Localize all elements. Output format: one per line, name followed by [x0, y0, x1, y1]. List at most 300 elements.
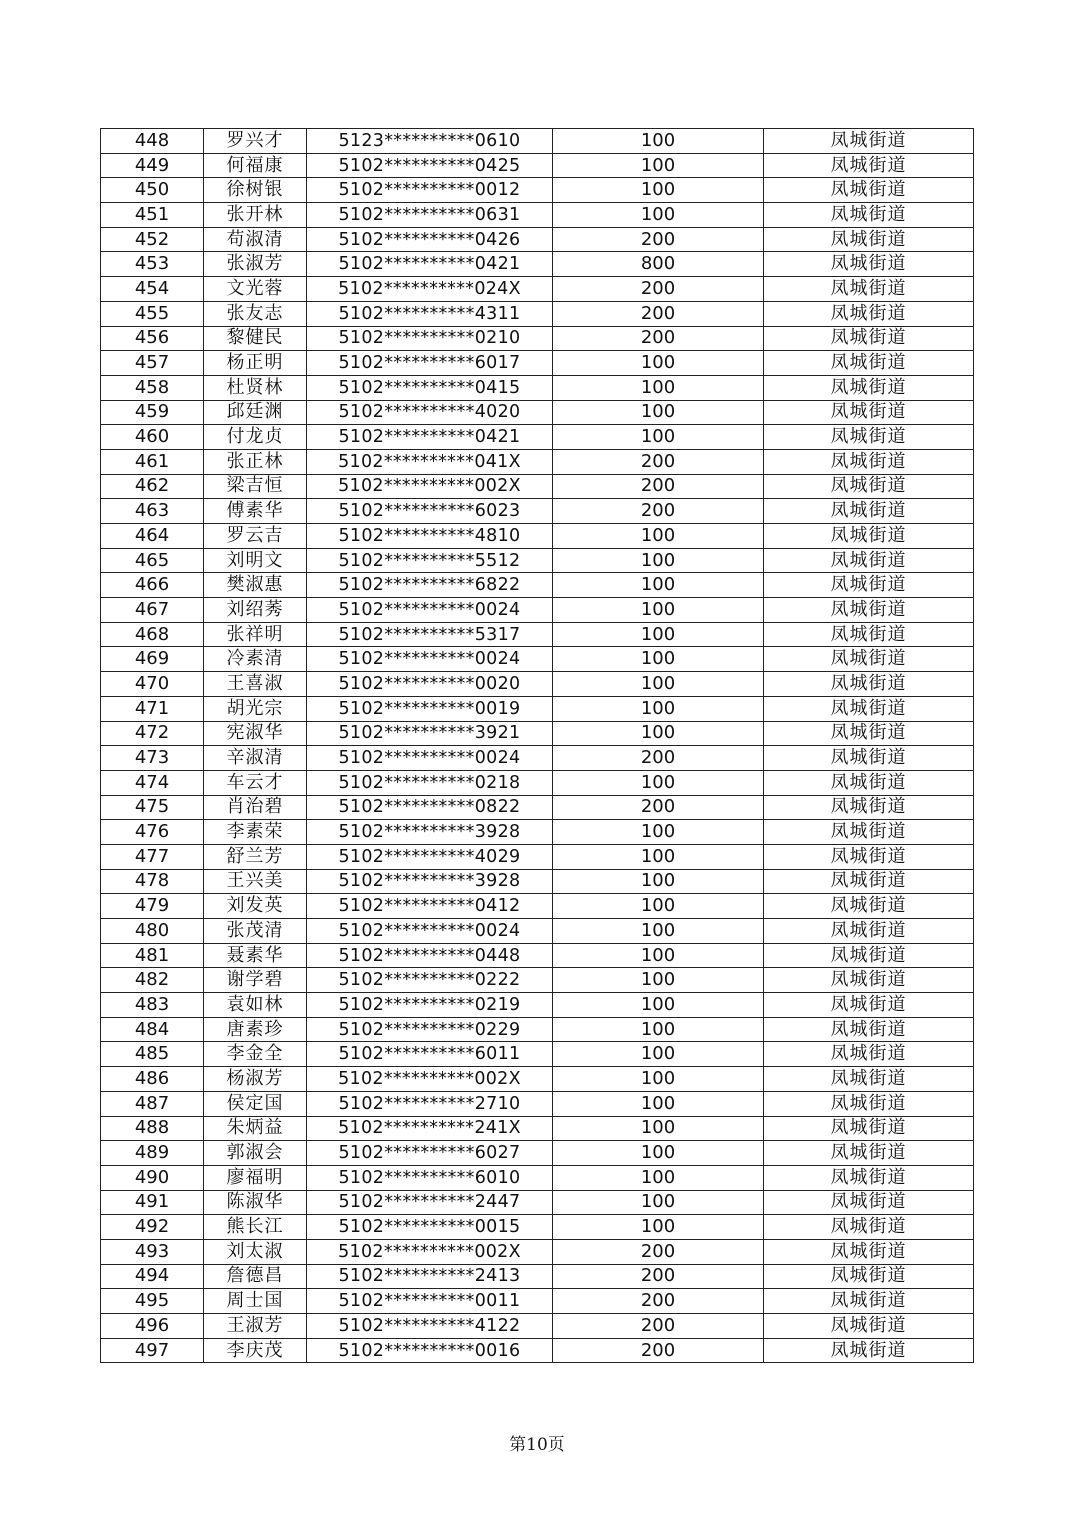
table-row — [101, 993, 974, 1018]
amount-cell: 100 — [553, 178, 764, 203]
row-number-cell: 476 — [101, 820, 204, 845]
subdistrict-cell: 凤城街道 — [764, 795, 974, 820]
table-row — [101, 647, 974, 672]
person-name-cell: 张开林 — [204, 203, 307, 228]
subdistrict-cell: 凤城街道 — [764, 178, 974, 203]
amount-cell: 200 — [553, 474, 764, 499]
person-name-cell: 刘发英 — [204, 894, 307, 919]
subdistrict-cell: 凤城街道 — [764, 894, 974, 919]
table-row — [101, 573, 974, 598]
person-name-cell: 张淑芳 — [204, 252, 307, 277]
amount-cell: 100 — [553, 351, 764, 376]
id-number-cell: 5102**********2710 — [307, 1091, 553, 1116]
row-number-cell: 485 — [101, 1042, 204, 1067]
person-name-cell: 熊长江 — [204, 1215, 307, 1240]
row-number-cell: 451 — [101, 203, 204, 228]
id-number-cell: 5102**********6027 — [307, 1141, 553, 1166]
row-number-cell: 448 — [101, 129, 204, 154]
subdistrict-cell: 凤城街道 — [764, 647, 974, 672]
page-number: 第10页 — [509, 1435, 565, 1455]
person-name-cell: 张祥明 — [204, 622, 307, 647]
row-number-cell: 468 — [101, 622, 204, 647]
table-row — [101, 1314, 974, 1339]
person-name-cell: 苟淑清 — [204, 227, 307, 252]
id-number-cell: 5102**********0024 — [307, 598, 553, 623]
row-number-cell: 479 — [101, 894, 204, 919]
amount-cell: 200 — [553, 795, 764, 820]
subdistrict-cell: 凤城街道 — [764, 1239, 974, 1264]
person-name-cell: 舒兰芳 — [204, 844, 307, 869]
amount-cell: 100 — [553, 1215, 764, 1240]
person-name-cell: 刘明文 — [204, 548, 307, 573]
table-row — [101, 1042, 974, 1067]
person-name-cell: 梁吉恒 — [204, 474, 307, 499]
subdistrict-cell: 凤城街道 — [764, 1141, 974, 1166]
id-number-cell: 5123**********0610 — [307, 129, 553, 154]
id-number-cell: 5102**********5317 — [307, 622, 553, 647]
table-row — [101, 301, 974, 326]
amount-cell: 200 — [553, 1314, 764, 1339]
row-number-cell: 465 — [101, 548, 204, 573]
row-number-cell: 491 — [101, 1190, 204, 1215]
id-number-cell: 5102**********241X — [307, 1116, 553, 1141]
person-name-cell: 付龙贞 — [204, 425, 307, 450]
subdistrict-cell: 凤城街道 — [764, 326, 974, 351]
table-row — [101, 277, 974, 302]
subdistrict-cell: 凤城街道 — [764, 449, 974, 474]
table-row — [101, 1215, 974, 1240]
amount-cell: 100 — [553, 400, 764, 425]
amount-cell: 100 — [553, 696, 764, 721]
person-name-cell: 刘绍莠 — [204, 598, 307, 623]
person-name-cell: 唐素珍 — [204, 1017, 307, 1042]
id-number-cell: 5102**********0219 — [307, 993, 553, 1018]
subdistrict-cell: 凤城街道 — [764, 869, 974, 894]
subdistrict-cell: 凤城街道 — [764, 770, 974, 795]
table-row — [101, 400, 974, 425]
person-name-cell: 陈淑华 — [204, 1190, 307, 1215]
table-row — [101, 1116, 974, 1141]
person-name-cell: 文光蓉 — [204, 277, 307, 302]
id-number-cell: 5102**********6017 — [307, 351, 553, 376]
table-row — [101, 449, 974, 474]
row-number-cell: 449 — [101, 153, 204, 178]
person-name-cell: 郭淑会 — [204, 1141, 307, 1166]
amount-cell: 100 — [553, 153, 764, 178]
amount-cell: 100 — [553, 375, 764, 400]
row-number-cell: 489 — [101, 1141, 204, 1166]
row-number-cell: 455 — [101, 301, 204, 326]
table-row — [101, 129, 974, 154]
amount-cell: 200 — [553, 746, 764, 771]
row-number-cell: 454 — [101, 277, 204, 302]
subdistrict-cell: 凤城街道 — [764, 1264, 974, 1289]
amount-cell: 100 — [553, 770, 764, 795]
person-name-cell: 宪淑华 — [204, 721, 307, 746]
subdistrict-cell: 凤城街道 — [764, 943, 974, 968]
amount-cell: 100 — [553, 203, 764, 228]
subdistrict-cell: 凤城街道 — [764, 277, 974, 302]
id-number-cell: 5102**********3928 — [307, 869, 553, 894]
subdistrict-cell: 凤城街道 — [764, 524, 974, 549]
row-number-cell: 458 — [101, 375, 204, 400]
subdistrict-cell: 凤城街道 — [764, 919, 974, 944]
table-row — [101, 1165, 974, 1190]
id-number-cell: 5102**********0012 — [307, 178, 553, 203]
id-number-cell: 5102**********0421 — [307, 252, 553, 277]
row-number-cell: 466 — [101, 573, 204, 598]
row-number-cell: 462 — [101, 474, 204, 499]
row-number-cell: 470 — [101, 672, 204, 697]
amount-cell: 800 — [553, 252, 764, 277]
amount-cell: 200 — [553, 277, 764, 302]
row-number-cell: 482 — [101, 968, 204, 993]
row-number-cell: 480 — [101, 919, 204, 944]
table-row — [101, 696, 974, 721]
roster-table-body — [101, 129, 974, 1363]
person-name-cell: 王淑芳 — [204, 1314, 307, 1339]
table-row — [101, 153, 974, 178]
id-number-cell: 5102**********4020 — [307, 400, 553, 425]
row-number-cell: 463 — [101, 499, 204, 524]
subdistrict-cell: 凤城街道 — [764, 301, 974, 326]
table-row — [101, 943, 974, 968]
amount-cell: 100 — [553, 598, 764, 623]
person-name-cell: 肖治碧 — [204, 795, 307, 820]
row-number-cell: 457 — [101, 351, 204, 376]
table-row — [101, 721, 974, 746]
row-number-cell: 478 — [101, 869, 204, 894]
subdistrict-cell: 凤城街道 — [764, 1338, 974, 1363]
id-number-cell: 5102**********3921 — [307, 721, 553, 746]
subdistrict-cell: 凤城街道 — [764, 573, 974, 598]
amount-cell: 100 — [553, 721, 764, 746]
id-number-cell: 5102**********024X — [307, 277, 553, 302]
table-row — [101, 1338, 974, 1363]
id-number-cell: 5102**********002X — [307, 1239, 553, 1264]
table-row — [101, 499, 974, 524]
id-number-cell: 5102**********0218 — [307, 770, 553, 795]
subdistrict-cell: 凤城街道 — [764, 351, 974, 376]
table-row — [101, 1239, 974, 1264]
id-number-cell: 5102**********0426 — [307, 227, 553, 252]
subdistrict-cell: 凤城街道 — [764, 1067, 974, 1092]
amount-cell: 100 — [553, 573, 764, 598]
person-name-cell: 张正林 — [204, 449, 307, 474]
amount-cell: 200 — [553, 499, 764, 524]
amount-cell: 200 — [553, 326, 764, 351]
amount-cell: 100 — [553, 622, 764, 647]
id-number-cell: 5102**********2447 — [307, 1190, 553, 1215]
table-row — [101, 227, 974, 252]
id-number-cell: 5102**********0024 — [307, 919, 553, 944]
id-number-cell: 5102**********5512 — [307, 548, 553, 573]
subdistrict-cell: 凤城街道 — [764, 1116, 974, 1141]
row-number-cell: 453 — [101, 252, 204, 277]
subdistrict-cell: 凤城街道 — [764, 425, 974, 450]
person-name-cell: 詹德昌 — [204, 1264, 307, 1289]
amount-cell: 100 — [553, 1165, 764, 1190]
row-number-cell: 464 — [101, 524, 204, 549]
table-row — [101, 869, 974, 894]
table-row — [101, 548, 974, 573]
table-row — [101, 1264, 974, 1289]
row-number-cell: 472 — [101, 721, 204, 746]
id-number-cell: 5102**********0024 — [307, 647, 553, 672]
id-number-cell: 5102**********0015 — [307, 1215, 553, 1240]
amount-cell: 100 — [553, 943, 764, 968]
id-number-cell: 5102**********002X — [307, 1067, 553, 1092]
row-number-cell: 496 — [101, 1314, 204, 1339]
person-name-cell: 袁如林 — [204, 993, 307, 1018]
subdistrict-cell: 凤城街道 — [764, 622, 974, 647]
subdistrict-cell: 凤城街道 — [764, 993, 974, 1018]
row-number-cell: 467 — [101, 598, 204, 623]
id-number-cell: 5102**********041X — [307, 449, 553, 474]
person-name-cell: 黎健民 — [204, 326, 307, 351]
person-name-cell: 刘太淑 — [204, 1239, 307, 1264]
person-name-cell: 罗兴才 — [204, 129, 307, 154]
table-row — [101, 203, 974, 228]
amount-cell: 200 — [553, 301, 764, 326]
id-number-cell: 5102**********0448 — [307, 943, 553, 968]
amount-cell: 100 — [553, 1141, 764, 1166]
id-number-cell: 5102**********0631 — [307, 203, 553, 228]
id-number-cell: 5102**********3928 — [307, 820, 553, 845]
id-number-cell: 5102**********0421 — [307, 425, 553, 450]
subdistrict-cell: 凤城街道 — [764, 1314, 974, 1339]
amount-cell: 100 — [553, 647, 764, 672]
subdistrict-cell: 凤城街道 — [764, 375, 974, 400]
person-name-cell: 朱炳益 — [204, 1116, 307, 1141]
person-name-cell: 杜贤林 — [204, 375, 307, 400]
person-name-cell: 傅素华 — [204, 499, 307, 524]
row-number-cell: 495 — [101, 1289, 204, 1314]
table-row — [101, 894, 974, 919]
subdistrict-cell: 凤城街道 — [764, 1190, 974, 1215]
row-number-cell: 450 — [101, 178, 204, 203]
row-number-cell: 494 — [101, 1264, 204, 1289]
table-row — [101, 178, 974, 203]
id-number-cell: 5102**********0210 — [307, 326, 553, 351]
amount-cell: 100 — [553, 1067, 764, 1092]
table-row — [101, 968, 974, 993]
id-number-cell: 5102**********0415 — [307, 375, 553, 400]
id-number-cell: 5102**********0222 — [307, 968, 553, 993]
person-name-cell: 廖福明 — [204, 1165, 307, 1190]
subdistrict-cell: 凤城街道 — [764, 1165, 974, 1190]
amount-cell: 100 — [553, 919, 764, 944]
subdistrict-cell: 凤城街道 — [764, 1289, 974, 1314]
table-row — [101, 795, 974, 820]
person-name-cell: 张茂清 — [204, 919, 307, 944]
subdistrict-cell: 凤城街道 — [764, 968, 974, 993]
row-number-cell: 471 — [101, 696, 204, 721]
row-number-cell: 460 — [101, 425, 204, 450]
id-number-cell: 5102**********0024 — [307, 746, 553, 771]
amount-cell: 100 — [553, 129, 764, 154]
person-name-cell: 冷素清 — [204, 647, 307, 672]
amount-cell: 100 — [553, 1042, 764, 1067]
amount-cell: 100 — [553, 993, 764, 1018]
table-row — [101, 1190, 974, 1215]
row-number-cell: 469 — [101, 647, 204, 672]
table-row — [101, 1141, 974, 1166]
subdistrict-cell: 凤城街道 — [764, 227, 974, 252]
id-number-cell: 5102**********0822 — [307, 795, 553, 820]
amount-cell: 200 — [553, 1239, 764, 1264]
subdistrict-cell: 凤城街道 — [764, 129, 974, 154]
id-number-cell: 5102**********0229 — [307, 1017, 553, 1042]
subdistrict-cell: 凤城街道 — [764, 1215, 974, 1240]
id-number-cell: 5102**********6011 — [307, 1042, 553, 1067]
person-name-cell: 谢学碧 — [204, 968, 307, 993]
table-row — [101, 425, 974, 450]
table-row — [101, 252, 974, 277]
person-name-cell: 邱廷渊 — [204, 400, 307, 425]
subdistrict-cell: 凤城街道 — [764, 696, 974, 721]
subdistrict-cell: 凤城街道 — [764, 820, 974, 845]
row-number-cell: 481 — [101, 943, 204, 968]
person-name-cell: 李金全 — [204, 1042, 307, 1067]
row-number-cell: 487 — [101, 1091, 204, 1116]
id-number-cell: 5102**********4810 — [307, 524, 553, 549]
person-name-cell: 何福康 — [204, 153, 307, 178]
person-name-cell: 罗云吉 — [204, 524, 307, 549]
amount-cell: 100 — [553, 820, 764, 845]
person-name-cell: 王兴美 — [204, 869, 307, 894]
table-row — [101, 351, 974, 376]
amount-cell: 200 — [553, 1289, 764, 1314]
id-number-cell: 5102**********6010 — [307, 1165, 553, 1190]
id-number-cell: 5102**********0016 — [307, 1338, 553, 1363]
amount-cell: 100 — [553, 672, 764, 697]
amount-cell: 100 — [553, 1190, 764, 1215]
table-row — [101, 524, 974, 549]
person-name-cell: 杨淑芳 — [204, 1067, 307, 1092]
row-number-cell: 474 — [101, 770, 204, 795]
person-name-cell: 侯定国 — [204, 1091, 307, 1116]
table-row — [101, 375, 974, 400]
amount-cell: 100 — [553, 1091, 764, 1116]
id-number-cell: 5102**********0020 — [307, 672, 553, 697]
person-name-cell: 车云才 — [204, 770, 307, 795]
person-name-cell: 周士国 — [204, 1289, 307, 1314]
amount-cell: 200 — [553, 1264, 764, 1289]
row-number-cell: 461 — [101, 449, 204, 474]
subdistrict-cell: 凤城街道 — [764, 548, 974, 573]
table-row — [101, 844, 974, 869]
table-row — [101, 672, 974, 697]
amount-cell: 200 — [553, 449, 764, 474]
amount-cell: 100 — [553, 844, 764, 869]
amount-cell: 100 — [553, 524, 764, 549]
table-row — [101, 622, 974, 647]
subdistrict-cell: 凤城街道 — [764, 252, 974, 277]
amount-cell: 100 — [553, 1116, 764, 1141]
table-row — [101, 1289, 974, 1314]
id-number-cell: 5102**********6023 — [307, 499, 553, 524]
table-row — [101, 1017, 974, 1042]
table-row — [101, 1091, 974, 1116]
id-number-cell: 5102**********0425 — [307, 153, 553, 178]
person-name-cell: 胡光宗 — [204, 696, 307, 721]
row-number-cell: 490 — [101, 1165, 204, 1190]
table-row — [101, 598, 974, 623]
row-number-cell: 493 — [101, 1239, 204, 1264]
id-number-cell: 5102**********2413 — [307, 1264, 553, 1289]
subdistrict-cell: 凤城街道 — [764, 1091, 974, 1116]
person-name-cell: 樊淑惠 — [204, 573, 307, 598]
row-number-cell: 488 — [101, 1116, 204, 1141]
amount-cell: 100 — [553, 869, 764, 894]
subdistrict-cell: 凤城街道 — [764, 672, 974, 697]
subdistrict-cell: 凤城街道 — [764, 400, 974, 425]
amount-cell: 100 — [553, 425, 764, 450]
subdistrict-cell: 凤城街道 — [764, 499, 974, 524]
person-name-cell: 李庆茂 — [204, 1338, 307, 1363]
person-name-cell: 徐树银 — [204, 178, 307, 203]
row-number-cell: 492 — [101, 1215, 204, 1240]
id-number-cell: 5102**********0011 — [307, 1289, 553, 1314]
subdistrict-cell: 凤城街道 — [764, 1042, 974, 1067]
amount-cell: 200 — [553, 1338, 764, 1363]
id-number-cell: 5102**********4122 — [307, 1314, 553, 1339]
id-number-cell: 5102**********002X — [307, 474, 553, 499]
person-name-cell: 聂素华 — [204, 943, 307, 968]
amount-cell: 100 — [553, 1017, 764, 1042]
table-row — [101, 474, 974, 499]
id-number-cell: 5102**********6822 — [307, 573, 553, 598]
amount-cell: 100 — [553, 968, 764, 993]
subdistrict-cell: 凤城街道 — [764, 721, 974, 746]
table-row — [101, 746, 974, 771]
row-number-cell: 484 — [101, 1017, 204, 1042]
person-name-cell: 张友志 — [204, 301, 307, 326]
row-number-cell: 459 — [101, 400, 204, 425]
subdistrict-cell: 凤城街道 — [764, 203, 974, 228]
subdistrict-cell: 凤城街道 — [764, 153, 974, 178]
person-name-cell: 辛淑清 — [204, 746, 307, 771]
row-number-cell: 477 — [101, 844, 204, 869]
table-row — [101, 1067, 974, 1092]
subdistrict-cell: 凤城街道 — [764, 1017, 974, 1042]
id-number-cell: 5102**********4311 — [307, 301, 553, 326]
row-number-cell: 452 — [101, 227, 204, 252]
id-number-cell: 5102**********4029 — [307, 844, 553, 869]
row-number-cell: 456 — [101, 326, 204, 351]
person-name-cell: 李素荣 — [204, 820, 307, 845]
subdistrict-cell: 凤城街道 — [764, 598, 974, 623]
subdistrict-cell: 凤城街道 — [764, 844, 974, 869]
table-row — [101, 919, 974, 944]
table-row — [101, 820, 974, 845]
row-number-cell: 483 — [101, 993, 204, 1018]
person-name-cell: 杨正明 — [204, 351, 307, 376]
row-number-cell: 475 — [101, 795, 204, 820]
subdistrict-cell: 凤城街道 — [764, 474, 974, 499]
amount-cell: 200 — [553, 227, 764, 252]
id-number-cell: 5102**********0412 — [307, 894, 553, 919]
row-number-cell: 486 — [101, 1067, 204, 1092]
table-row — [101, 326, 974, 351]
person-name-cell: 王喜淑 — [204, 672, 307, 697]
subdistrict-cell: 凤城街道 — [764, 746, 974, 771]
amount-cell: 100 — [553, 894, 764, 919]
table-row — [101, 770, 974, 795]
id-number-cell: 5102**********0019 — [307, 696, 553, 721]
roster-table — [100, 128, 974, 1363]
